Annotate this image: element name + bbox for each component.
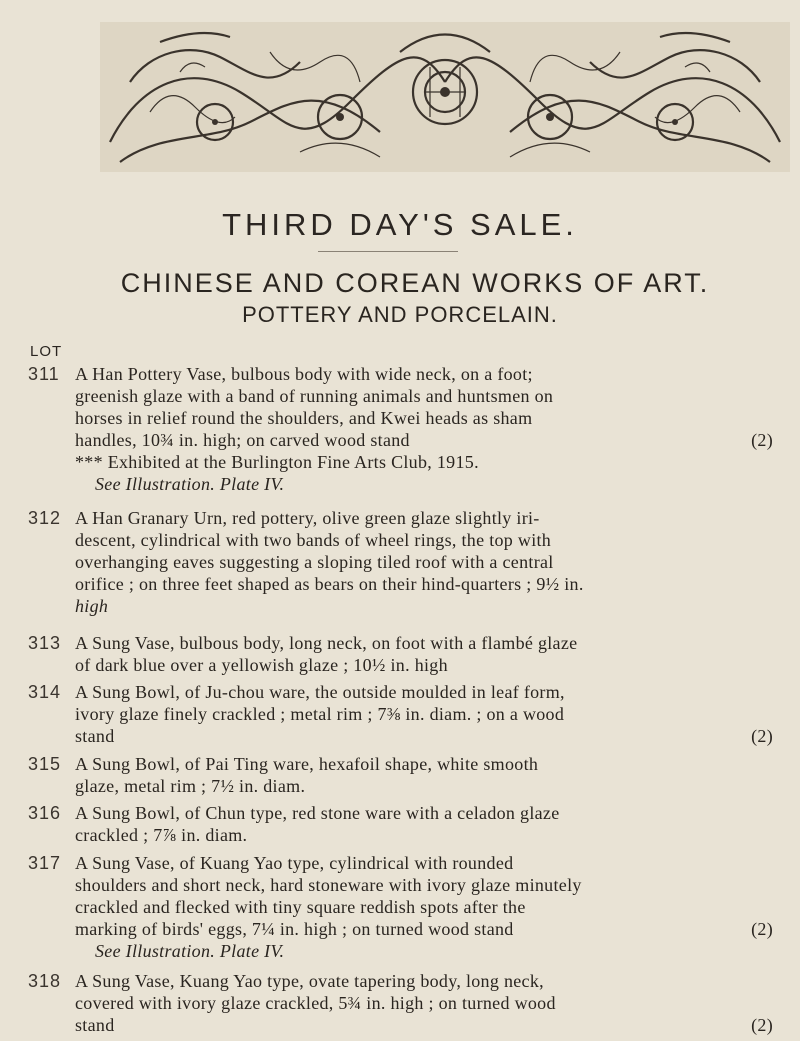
description-line: descent, cylindrical with two bands of wheel rings, the top with <box>75 530 552 550</box>
description-line: greenish glaze with a band of running animals and huntsmen on <box>75 386 554 406</box>
lot-quantity: (2) <box>751 1015 773 1035</box>
section-title: POTTERY AND PORCELAIN. <box>242 302 558 327</box>
description-line: A Han Granary Urn, red pottery, olive green glaze slightly iri- <box>75 508 540 528</box>
lot-description <box>75 753 775 797</box>
description-line: A Han Pottery Vase, bulbous body with wide neck, on a foot; <box>75 364 533 384</box>
description-line: glaze, metal rim ; 7½ in. diam. <box>75 776 306 796</box>
description-line: stand <box>75 1015 115 1035</box>
description-line: A Sung Vase, of Kuang Yao type, cylindrical with rounded <box>75 853 514 873</box>
lot-quantity: (2) <box>751 430 773 450</box>
ornamental-headpiece <box>100 22 790 172</box>
description-line: overhanging eaves suggesting a sloping tiled roof with a central <box>75 552 554 572</box>
lot-number: 314 <box>28 682 62 702</box>
lot-number: 315 <box>28 754 62 774</box>
lot-description <box>75 507 775 617</box>
exhibition-note: *** Exhibited at the Burlington Fine Arts Club, 1915. <box>75 452 479 472</box>
lot-number: 311 <box>28 364 60 384</box>
description-line: A Sung Bowl, of Ju-chou ware, the outside moulded in leaf form, <box>75 682 565 702</box>
lot-quantity: (2) <box>751 919 773 939</box>
lot-description <box>75 632 775 676</box>
description-line: of dark blue over a yellowish glaze ; 10½ in. high <box>75 655 448 675</box>
lot-number: 318 <box>28 971 62 991</box>
lot-description <box>75 802 775 846</box>
description-line: high <box>75 596 109 616</box>
lot-number: 313 <box>28 633 62 653</box>
lot-description <box>75 970 775 1036</box>
description-line: covered with ivory glaze crackled, 5¾ in. high ; on turned wood <box>75 993 556 1013</box>
description-line: ivory glaze finely crackled ; metal rim ; 7⅜ in. diam. ; on a wood <box>75 704 565 724</box>
description-line: marking of birds' eggs, 7¼ in. high ; on turned wood stand <box>75 919 514 939</box>
lot-description <box>75 681 775 747</box>
lot-number: 317 <box>28 853 62 873</box>
description-line: crackled and flecked with tiny square reddish spots after the <box>75 897 526 917</box>
description-line: stand <box>75 726 115 746</box>
title-rule <box>318 251 458 252</box>
description-line: A Sung Bowl, of Chun type, red stone ware with a celadon glaze <box>75 803 560 823</box>
illustration-reference: See Illustration. Plate IV. <box>95 941 285 961</box>
lot-number: 316 <box>28 803 62 823</box>
lot-quantity: (2) <box>751 726 773 746</box>
description-line: A Sung Bowl, of Pai Ting ware, hexafoil shape, white smooth <box>75 754 539 774</box>
scrollwork-ornament <box>100 22 790 172</box>
description-line: orifice ; on three feet shaped as bears on their hind-quarters ; 9½ in. <box>75 574 584 594</box>
lot-description <box>75 852 775 962</box>
day-title: THIRD DAY'S SALE. <box>222 207 578 242</box>
description-line: A Sung Vase, bulbous body, long neck, on foot with a flambé glaze <box>75 633 578 653</box>
description-line: handles, 10¾ in. high; on carved wood stand <box>75 430 410 450</box>
catalogue-title: CHINESE AND COREAN WORKS OF ART. <box>120 268 710 298</box>
description-line: horses in relief round the shoulders, and Kwei heads as sham <box>75 408 533 428</box>
lot-description <box>75 363 775 495</box>
description-line: A Sung Vase, Kuang Yao type, ovate tapering body, long neck, <box>75 971 544 991</box>
description-line: crackled ; 7⅞ in. diam. <box>75 825 248 845</box>
description-line: shoulders and short neck, hard stoneware with ivory glaze minutely <box>75 875 582 895</box>
illustration-reference: See Illustration. Plate IV. <box>95 474 285 494</box>
lot-number: 312 <box>28 508 62 528</box>
lot-column-header: LOT <box>30 343 63 360</box>
